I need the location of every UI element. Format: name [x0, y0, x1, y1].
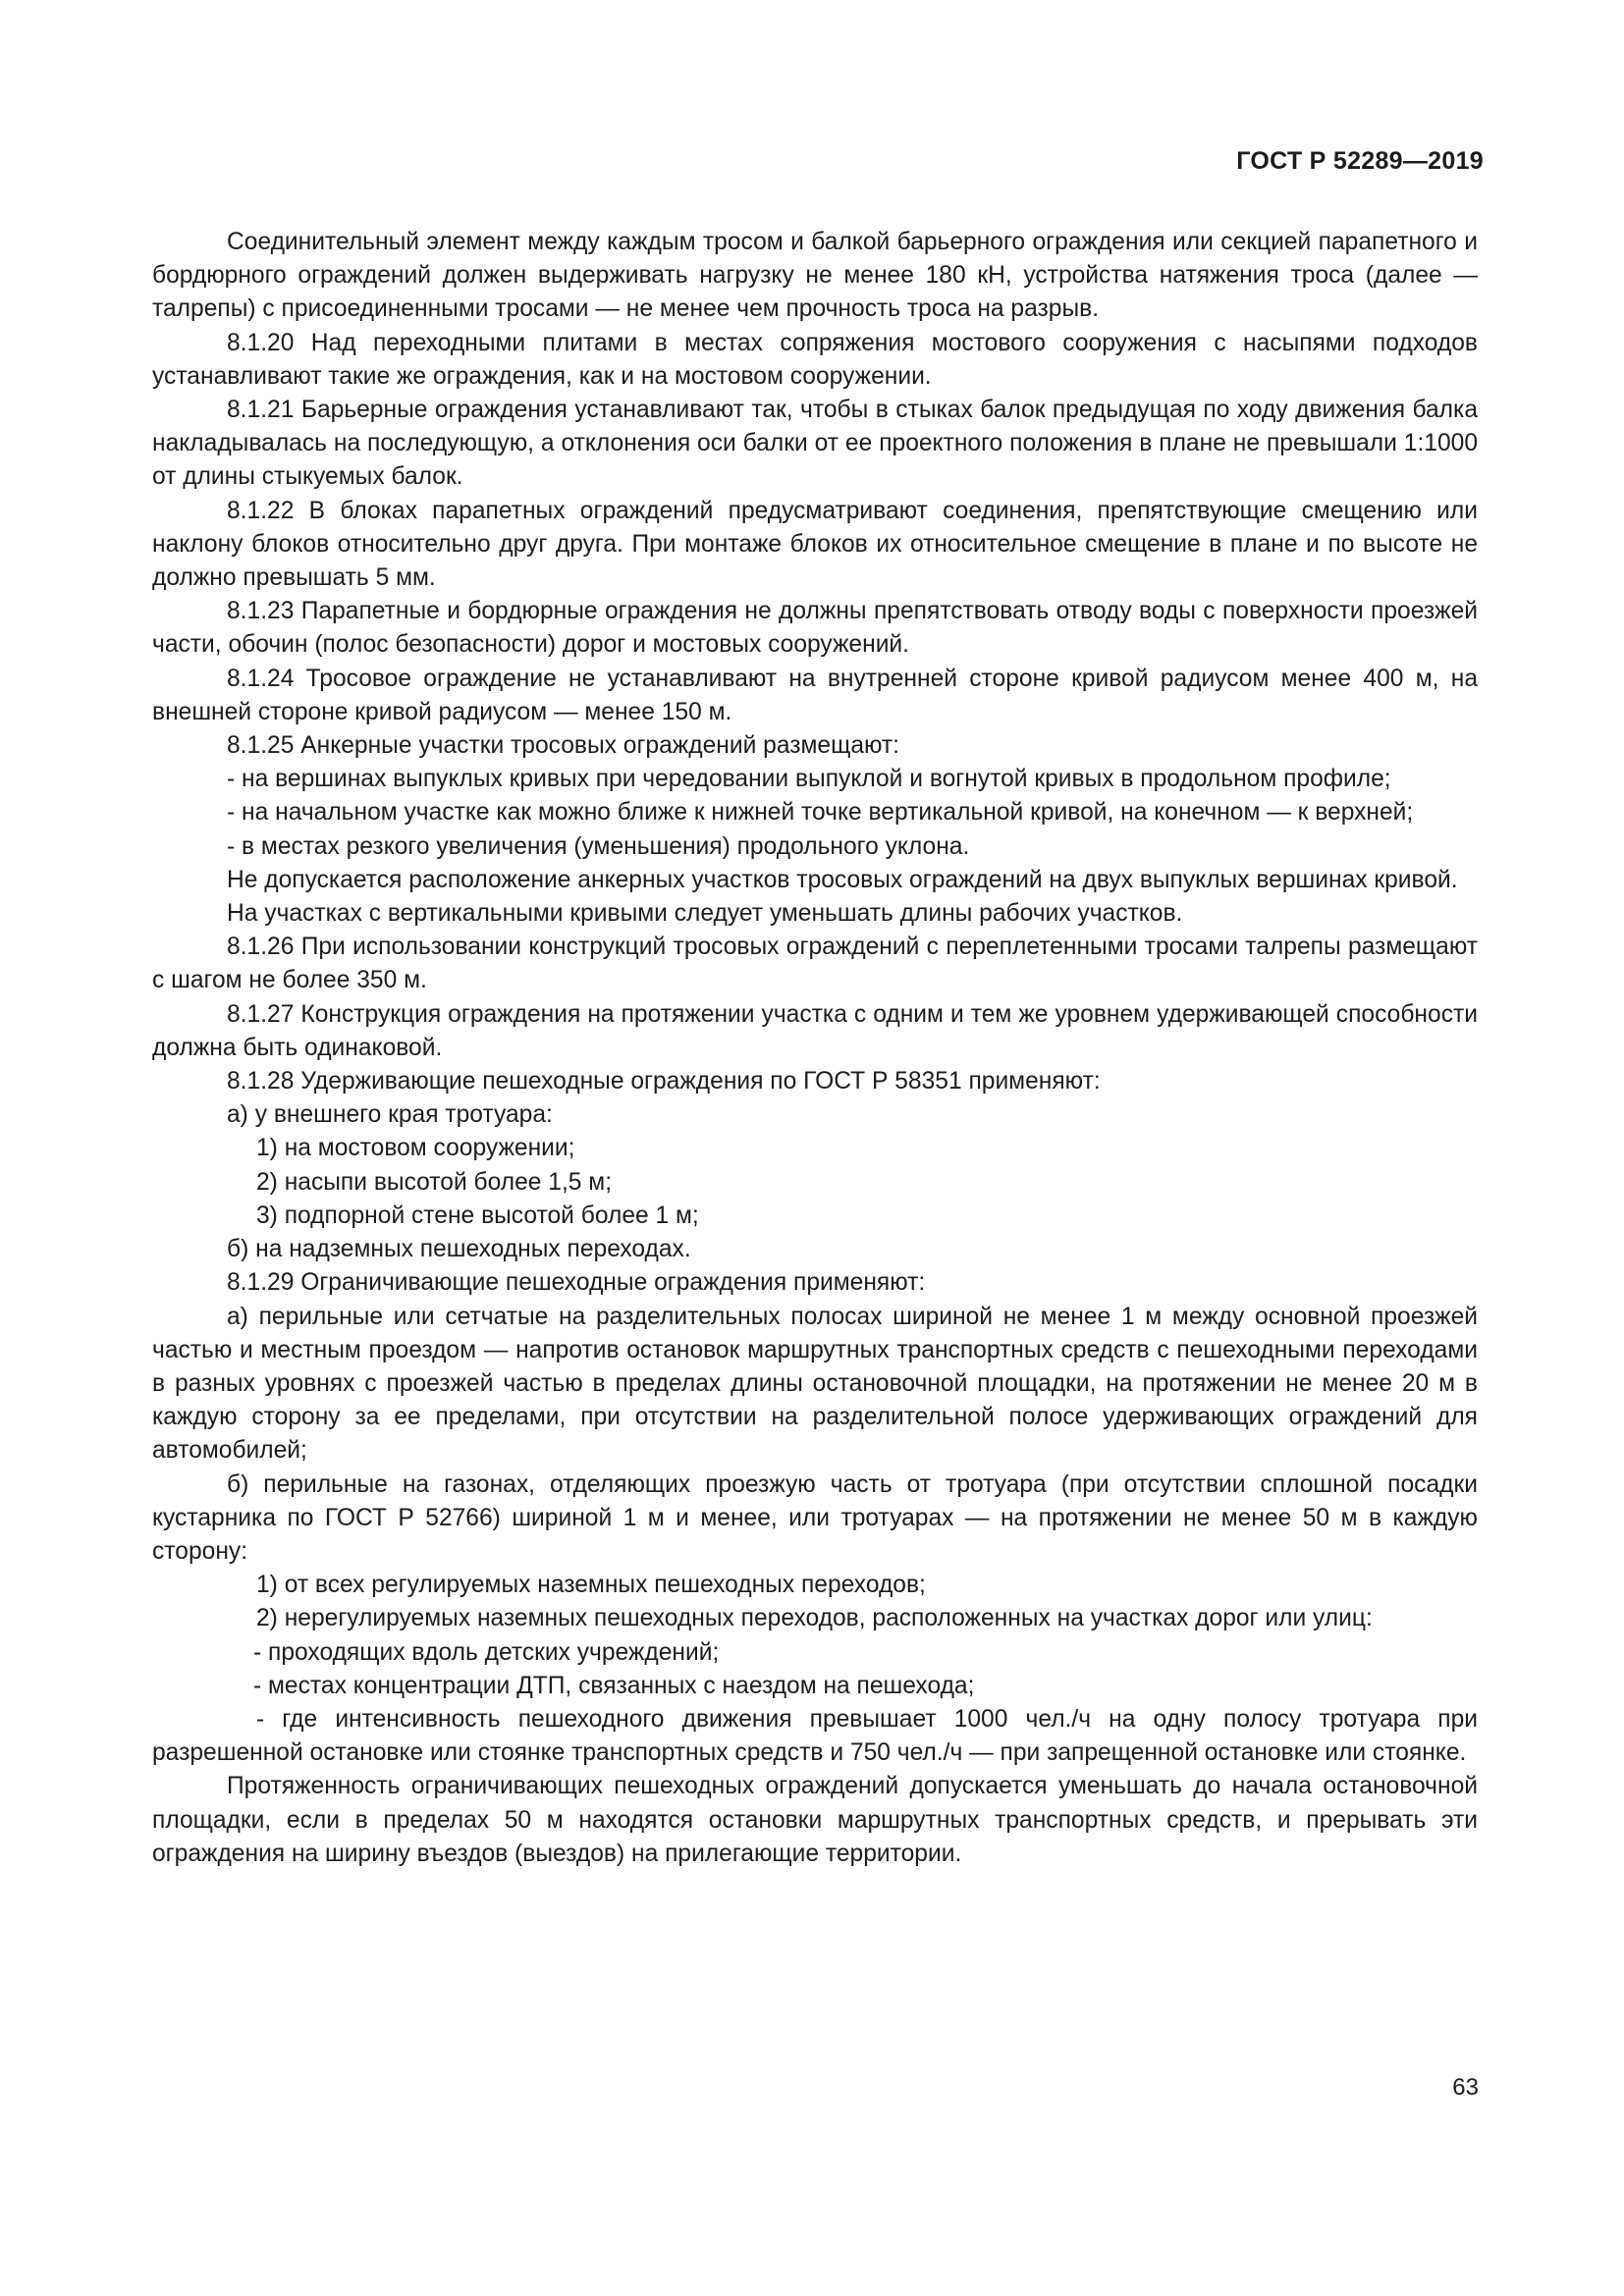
list-item: - проходящих вдоль детских учреждений; [253, 1638, 720, 1666]
paragraph-8-1-25: 8.1.25 Анкерные участки тросовых ограждений размещают: [227, 732, 900, 760]
list-item: б) перильные на газонах, отделяющих проезжую часть от тротуара (при отсутствии сплошной посадки кустарника по ГОСТ Р 52766) шириной 1 м и менее, или тротуарах — на протяжении не менее 50 м в каждую сторону: [152, 1470, 1478, 1565]
paragraph-8-1-29: 8.1.29 Ограничивающие пешеходные ограждения применяют: [227, 1269, 926, 1297]
paragraph: Не допускается расположение анкерных участков тросовых ограждений на двух выпуклых вершинах кривой. [227, 866, 1458, 893]
list-item: - местах концентрации ДТП, связанных с наездом на пешехода; [253, 1672, 975, 1699]
list-item: а) перильные или сетчатые на разделительных полосах шириной не менее 1 м между основной проезжей частью и местным проездом — напротив остановок маршрутных транспортных средств с пешеходными переходами в разных уровнях с проезжей частью в пределах длины остановочной площадки, на протяжении не менее 20 м в каждую сторону за ее пределами, при отсутствии на разделительной полосе удерживающих ограждений для автомобилей; [152, 1303, 1478, 1465]
list-item: - в местах резкого увеличения (уменьшения) продольного уклона. [227, 832, 970, 860]
list-item: а) у внешнего края тротуара: [227, 1101, 553, 1129]
list-item: 1) от всех регулируемых наземных пешеходных переходов; [256, 1572, 926, 1599]
list-item: 2) насыпи высотой более 1,5 м; [256, 1168, 613, 1196]
list-item: 1) на мостовом сооружении; [256, 1135, 575, 1162]
list-item: б) на надземных пешеходных переходах. [227, 1236, 691, 1263]
paragraph-8-1-23: 8.1.23 Парапетные и бордюрные ограждения не должны препятствовать отводу воды с поверхности проезжей части, обочин (полос безопасности) дорог и мостовых сооружений. [152, 598, 1478, 659]
list-item: 2) нерегулируемых наземных пешеходных переходов, расположенных на участках дорог или улиц: [256, 1605, 1373, 1632]
paragraph-8-1-26: 8.1.26 При использовании конструкций тросовых ограждений с переплетенными тросами талрепы размещают с шагом не более 350 м. [152, 934, 1478, 994]
paragraph-8-1-24: 8.1.24 Тросовое ограждение не устанавливают на внутренней стороне кривой радиусом менее 400 м, на внешней стороне кривой радиусом — менее 150 м. [152, 665, 1478, 725]
paragraph-8-1-27: 8.1.27 Конструкция ограждения на протяжении участка с одним и тем же уровнем удерживающей способности должна быть одинаковой. [152, 1000, 1478, 1061]
page-number: 63 [1452, 2074, 1479, 2101]
paragraph: Протяженность ограничивающих пешеходных ограждений допускается уменьшать до начала остановочной площадки, если в пределах 50 м находятся остановки маршрутных транспортных средств, и прерывать эти ограждения на ширину въездов (выездов) на прилегающие территории. [152, 1773, 1478, 1867]
list-item: - на вершинах выпуклых кривых при чередовании выпуклой и вогнутой кривых в продольном профиле; [227, 766, 1391, 793]
list-item: - где интенсивность пешеходного движения превышает 1000 чел./ч на одну полосу тротуара при разрешенной остановке или стоянке транспортных средств и 750 чел./ч — при запрещенной остановке или стоянке. [152, 1705, 1478, 1767]
paragraph: Соединительный элемент между каждым тросом и балкой барьерного ограждения или секцией парапетного и бордюрного ограждений должен выдерживать нагрузку не менее 180 кН, устройства натяжения троса (далее — талрепы) с присоединенными тросами — не менее чем прочность троса на разрыв. [152, 229, 1478, 323]
list-item: - на начальном участке как можно ближе к нижней точке вертикальной кривой, на конечном — к верхней; [227, 799, 1414, 827]
paragraph-8-1-21: 8.1.21 Барьерные ограждения устанавливают так, чтобы в стыках балок предыдущая по ходу движения балка накладывалась на последующую, а отклонения оси балки от ее проектного положения в плане не превышали 1:1000 от длины стыкуемых балок. [152, 397, 1478, 491]
paragraph-8-1-20: 8.1.20 Над переходными плитами в местах сопряжения мостового сооружения с насыпями подходов устанавливают такие же ограждения, как и на мостовом сооружении. [152, 329, 1478, 390]
list-item: 3) подпорной стене высотой более 1 м; [256, 1201, 699, 1229]
paragraph-8-1-28: 8.1.28 Удерживающие пешеходные ограждения по ГОСТ Р 58351 применяют: [227, 1068, 1101, 1095]
document-body [152, 226, 1478, 1871]
document-standard-id: ГОСТ Р 52289—2019 [1236, 147, 1484, 175]
paragraph: На участках с вертикальными кривыми следует уменьшать длины рабочих участков. [227, 900, 1183, 928]
paragraph-8-1-22: 8.1.22 В блоках парапетных ограждений предусматривают соединения, препятствующие смещению или наклону блоков относительно друг друга. При монтаже блоков их относительное смещение в плане и по высоте не должно превышать 5 мм. [152, 497, 1478, 592]
